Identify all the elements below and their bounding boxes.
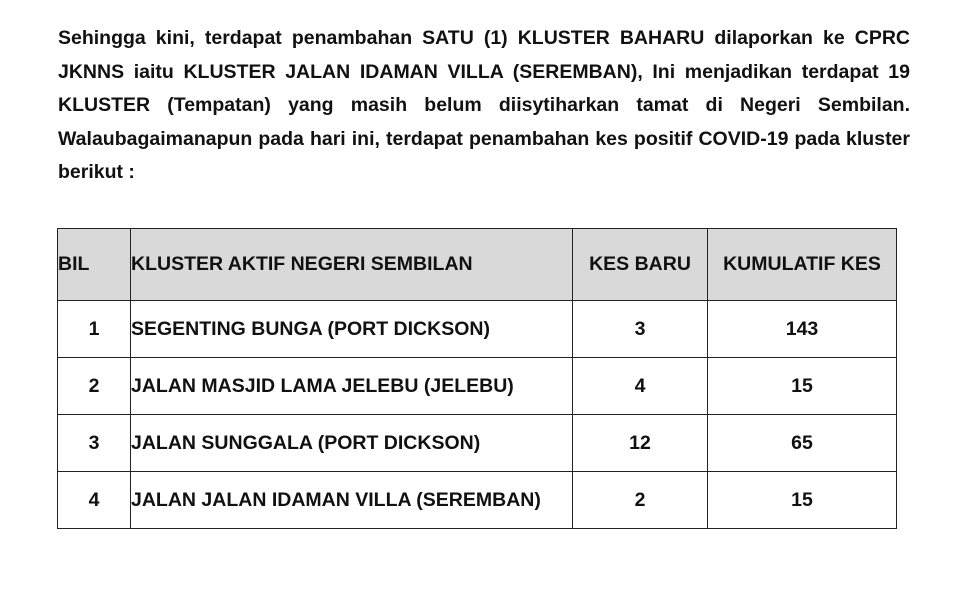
header-row — [58, 229, 897, 301]
cell-kumulatif-kes: 65 — [708, 415, 897, 472]
table-body — [58, 301, 897, 529]
cell-kes-baru: 2 — [573, 472, 708, 529]
table-row — [58, 472, 897, 529]
intro-line: KLUSTER (Tempatan) yang masih belum diisytiharkan tamat di Negeri Sembilan. — [58, 94, 910, 116]
intro-line: berikut : — [58, 161, 135, 183]
cell-kumulatif-kes: 15 — [708, 472, 897, 529]
cell-kes-baru: 3 — [573, 301, 708, 358]
cell-kes-baru: 4 — [573, 358, 708, 415]
table-row — [58, 301, 897, 358]
table-header — [58, 229, 897, 301]
table-row — [58, 358, 897, 415]
cell-cluster-name: SEGENTING BUNGA (PORT DICKSON) — [131, 301, 573, 358]
cell-kes-baru: 12 — [573, 415, 708, 472]
intro-line: Sehingga kini, terdapat penambahan SATU (1) KLUSTER BAHARU dilaporkan ke CPRC — [58, 27, 910, 49]
cell-bil: 3 — [58, 415, 131, 472]
cell-kumulatif-kes: 15 — [708, 358, 897, 415]
cell-cluster-name: JALAN JALAN IDAMAN VILLA (SEREMBAN) — [131, 472, 573, 529]
cluster-table — [57, 228, 897, 529]
table-row — [58, 415, 897, 472]
header-bil: BIL — [58, 229, 131, 301]
intro-paragraph — [58, 22, 910, 190]
cell-cluster-name: JALAN MASJID LAMA JELEBU (JELEBU) — [131, 358, 573, 415]
cell-cluster-name: JALAN SUNGGALA (PORT DICKSON) — [131, 415, 573, 472]
cell-bil: 4 — [58, 472, 131, 529]
cell-bil: 1 — [58, 301, 131, 358]
cell-kumulatif-kes: 143 — [708, 301, 897, 358]
intro-line: JKNNS iaitu KLUSTER JALAN IDAMAN VILLA (SEREMBAN), Ini menjadikan terdapat 19 — [58, 60, 910, 83]
header-cluster-name: KLUSTER AKTIF NEGERI SEMBILAN — [131, 229, 573, 301]
header-kes-baru: KES BARU — [573, 229, 708, 301]
intro-line: Walaubagaimanapun pada hari ini, terdapat penambahan kes positif COVID-19 pada kluster — [58, 127, 910, 150]
cell-bil: 2 — [58, 358, 131, 415]
header-kumulatif-kes: KUMULATIF KES — [708, 229, 897, 301]
